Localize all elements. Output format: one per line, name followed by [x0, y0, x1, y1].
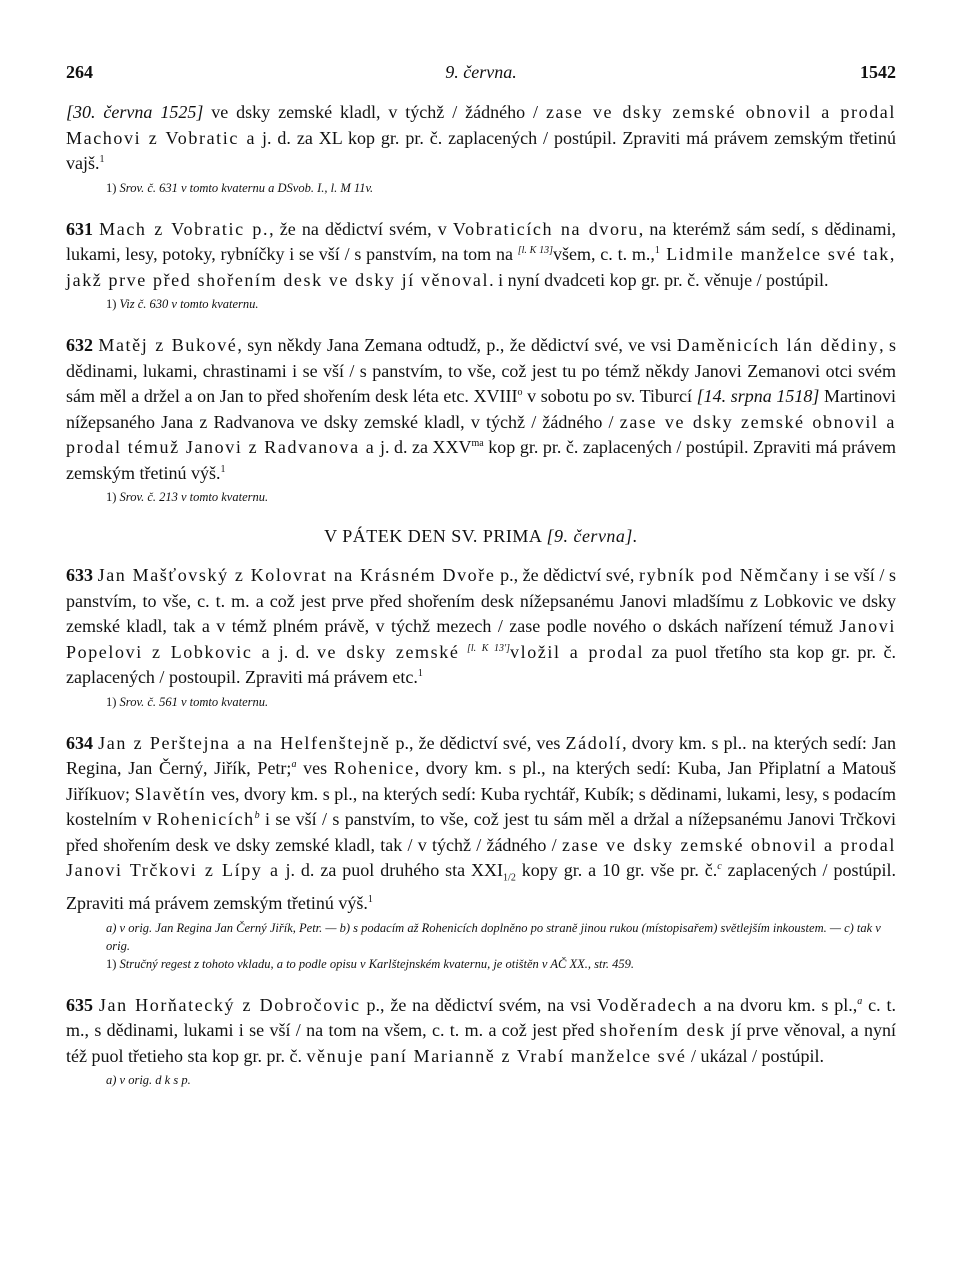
entry-number: 631	[66, 218, 93, 239]
footnote: 1) Srov. č. 561 v tomto kvaternu.	[106, 694, 269, 709]
footnote-ref: 1	[99, 154, 105, 165]
footnote-ref: 1	[654, 245, 660, 256]
folio-ref: [l. K 13']	[467, 642, 510, 654]
footnote-ref: 1	[367, 894, 373, 906]
entry-633: 633 Jan Mašťovský z Kolovrat na Krásném Dvoře p., že dědictví své, rybník pod Němčany i se vší / s panstvím, to vše, c. t. m. a což jest prve před shořením desk nížepsanému Janovi mladšímu z Lobkovic ve dsky zemské kladl, tak a v témž plném právě, v týchž mezech / zase podle nového o dskách nařízení témuž Janovi Popelovi z Lobkovic a j. d. ve dsky zemské [l. K 13']vložil a prodal za puol třetího sta kop gr. pr. č. zaplacených / postoupil. Zpraviti má právem etc.$^1$	[66, 565, 897, 687]
textual-note: a) v orig. d k s p.	[106, 1073, 191, 1088]
running-header	[66, 56, 896, 86]
date: [30. června 1525]	[66, 102, 204, 122]
year: 1542	[860, 62, 896, 82]
footnote-ref: 1	[417, 668, 423, 679]
page	[66, 56, 896, 1089]
footnote: 1) Srov. č. 213 v tomto kvaternu.	[106, 490, 269, 504]
footnote: 1) Stručný regest z tohoto vkladu, a to podle opisu v Karlštejnském kvaternu, je otištěn v AČ XX., str. 459.	[106, 956, 635, 971]
entry-631: 631 Mach z Vobratic p., že na dědictví svém, v Vobraticích na dvoru, na kterémž sám sedí, s dědinami, lukami, lesy, potoky, rybníčky i se vší / s panstvím, na tom na [l. K 13]všem, c. t. m.,$^1$ Lidmile manželce své tak, jakž prve před shořením desk ve dsky jí věnoval. i nyní dvadceti kop gr. pr. č. věnuje / postúpil.	[66, 218, 896, 290]
folio-ref: [l. K 13]	[517, 245, 554, 256]
entry-634: 634 Jan z Perštejna a na Helfenštejně p., že dědictví své, ves Zádolí, dvory km. s pl.. na kterých sedí: Jan Regina, Jan Černý, Jiřík, Petr;$^a$ ves Rohenice, dvory km. s pl., na kterých sedí: Kuba, Jan Připlatní a Matouš Jiříkuov; Slavětín ves, dvory km. s pl., na kterých sedí: Kuba rychtář, Kubík; s dědinami, lukami, lesy, s podacím kostelním v Rohenicích$^b$ i se vší / s panstvím, to vše, což jest tu sám měl a držal a nížepsanému Janovi Trčkovi před shořením desk ve dsky zemské kladl, tak / v týchž / žádného / zase ve dsky zemské obnovil a prodal Janovi Trčkovi z Lípy a j. d. za puol druhého sta $XXI_{1/2}$ kopy gr. a 10 gr. vše pr. č.$^c$ zaplacených / postúpil. Zpraviti má právem zemským třetinú výš.$^1$	[66, 732, 897, 914]
entry-number: 635	[66, 994, 93, 1015]
footnote: 1) Viz č. 630 v tomto kvaternu.	[106, 297, 259, 311]
entry-number: 633	[66, 565, 93, 585]
running-title: 9. června.	[445, 62, 517, 82]
entry-635: 635 Jan Horňatecký z Dobročovic p., že na dědictví svém, na vsi Voděradech a na dvoru km. s pl.,$^a$ c. t. m., s dědinami, lukami i se vší / na tom na všem, c. t. m. a což jest před shořením desk jí prve věnoval, a nyní též puol třetieho sta kop gr. pr. č. věnuje paní Marianně z Vrabí manželce své / ukázal / postúpil.	[66, 994, 896, 1066]
entry-continued: [30. června 1525] ve dsky zemské kladl, v týchž / žádného / zase ve dsky zemské obnovil a prodal Machovi z Vobratic a j. d. za XL kop gr. pr. č. zaplacených / postúpil. Zpraviti má právem zemským třetinú vajš.$^1$	[66, 102, 896, 173]
entry-632: 632 Matěj z Bukové, syn někdy Jana Zemana odtudž, p., že dědictví své, ve vsi Daměnicích lán dědiny, s dědinami, lukami, chrastinami i se vší / s panstvím, to vše, což jest tu po témž někdy Janovi Zemanovi otci svém sám měl a držel a on Jan to před shořením desk léta etc. XVIII$^o$ v sobotu po sv. Tiburcí [14. srpna 1518] Martinovi nížepsaného Jana z Radvanova ve dsky zemské kladl, v týchž / žádného / zase ve dsky zemské obnovil a prodal témuž Janovi z Radvanova a j. d. za $XXV^{ma}$ kop gr. pr. č. zaplacených / postúpil. Zpraviti má právem zemským třetinú výš.$^1$	[66, 335, 896, 483]
footnote-ref: 1	[220, 463, 226, 475]
entry-number: 634	[66, 732, 93, 753]
footnote: 1) Srov. č. 631 v tomto kvaternu a DSvob. I., l. M 11v.	[106, 180, 374, 195]
textual-note: a) v orig. Jan Regina Jan Černý Jiřík, Petr. — b) s podacím až Rohenicích doplněno po straně jinou rukou (místopisařem) světlejším inkoustem. — c) tak v orig.	[106, 920, 881, 953]
page-number: 264	[66, 62, 93, 82]
entry-number: 632	[66, 335, 93, 355]
section-heading: V PÁTEK DEN SV. PRIMA [9. června].	[324, 526, 638, 546]
date: [14. srpna 1518]	[696, 386, 820, 406]
